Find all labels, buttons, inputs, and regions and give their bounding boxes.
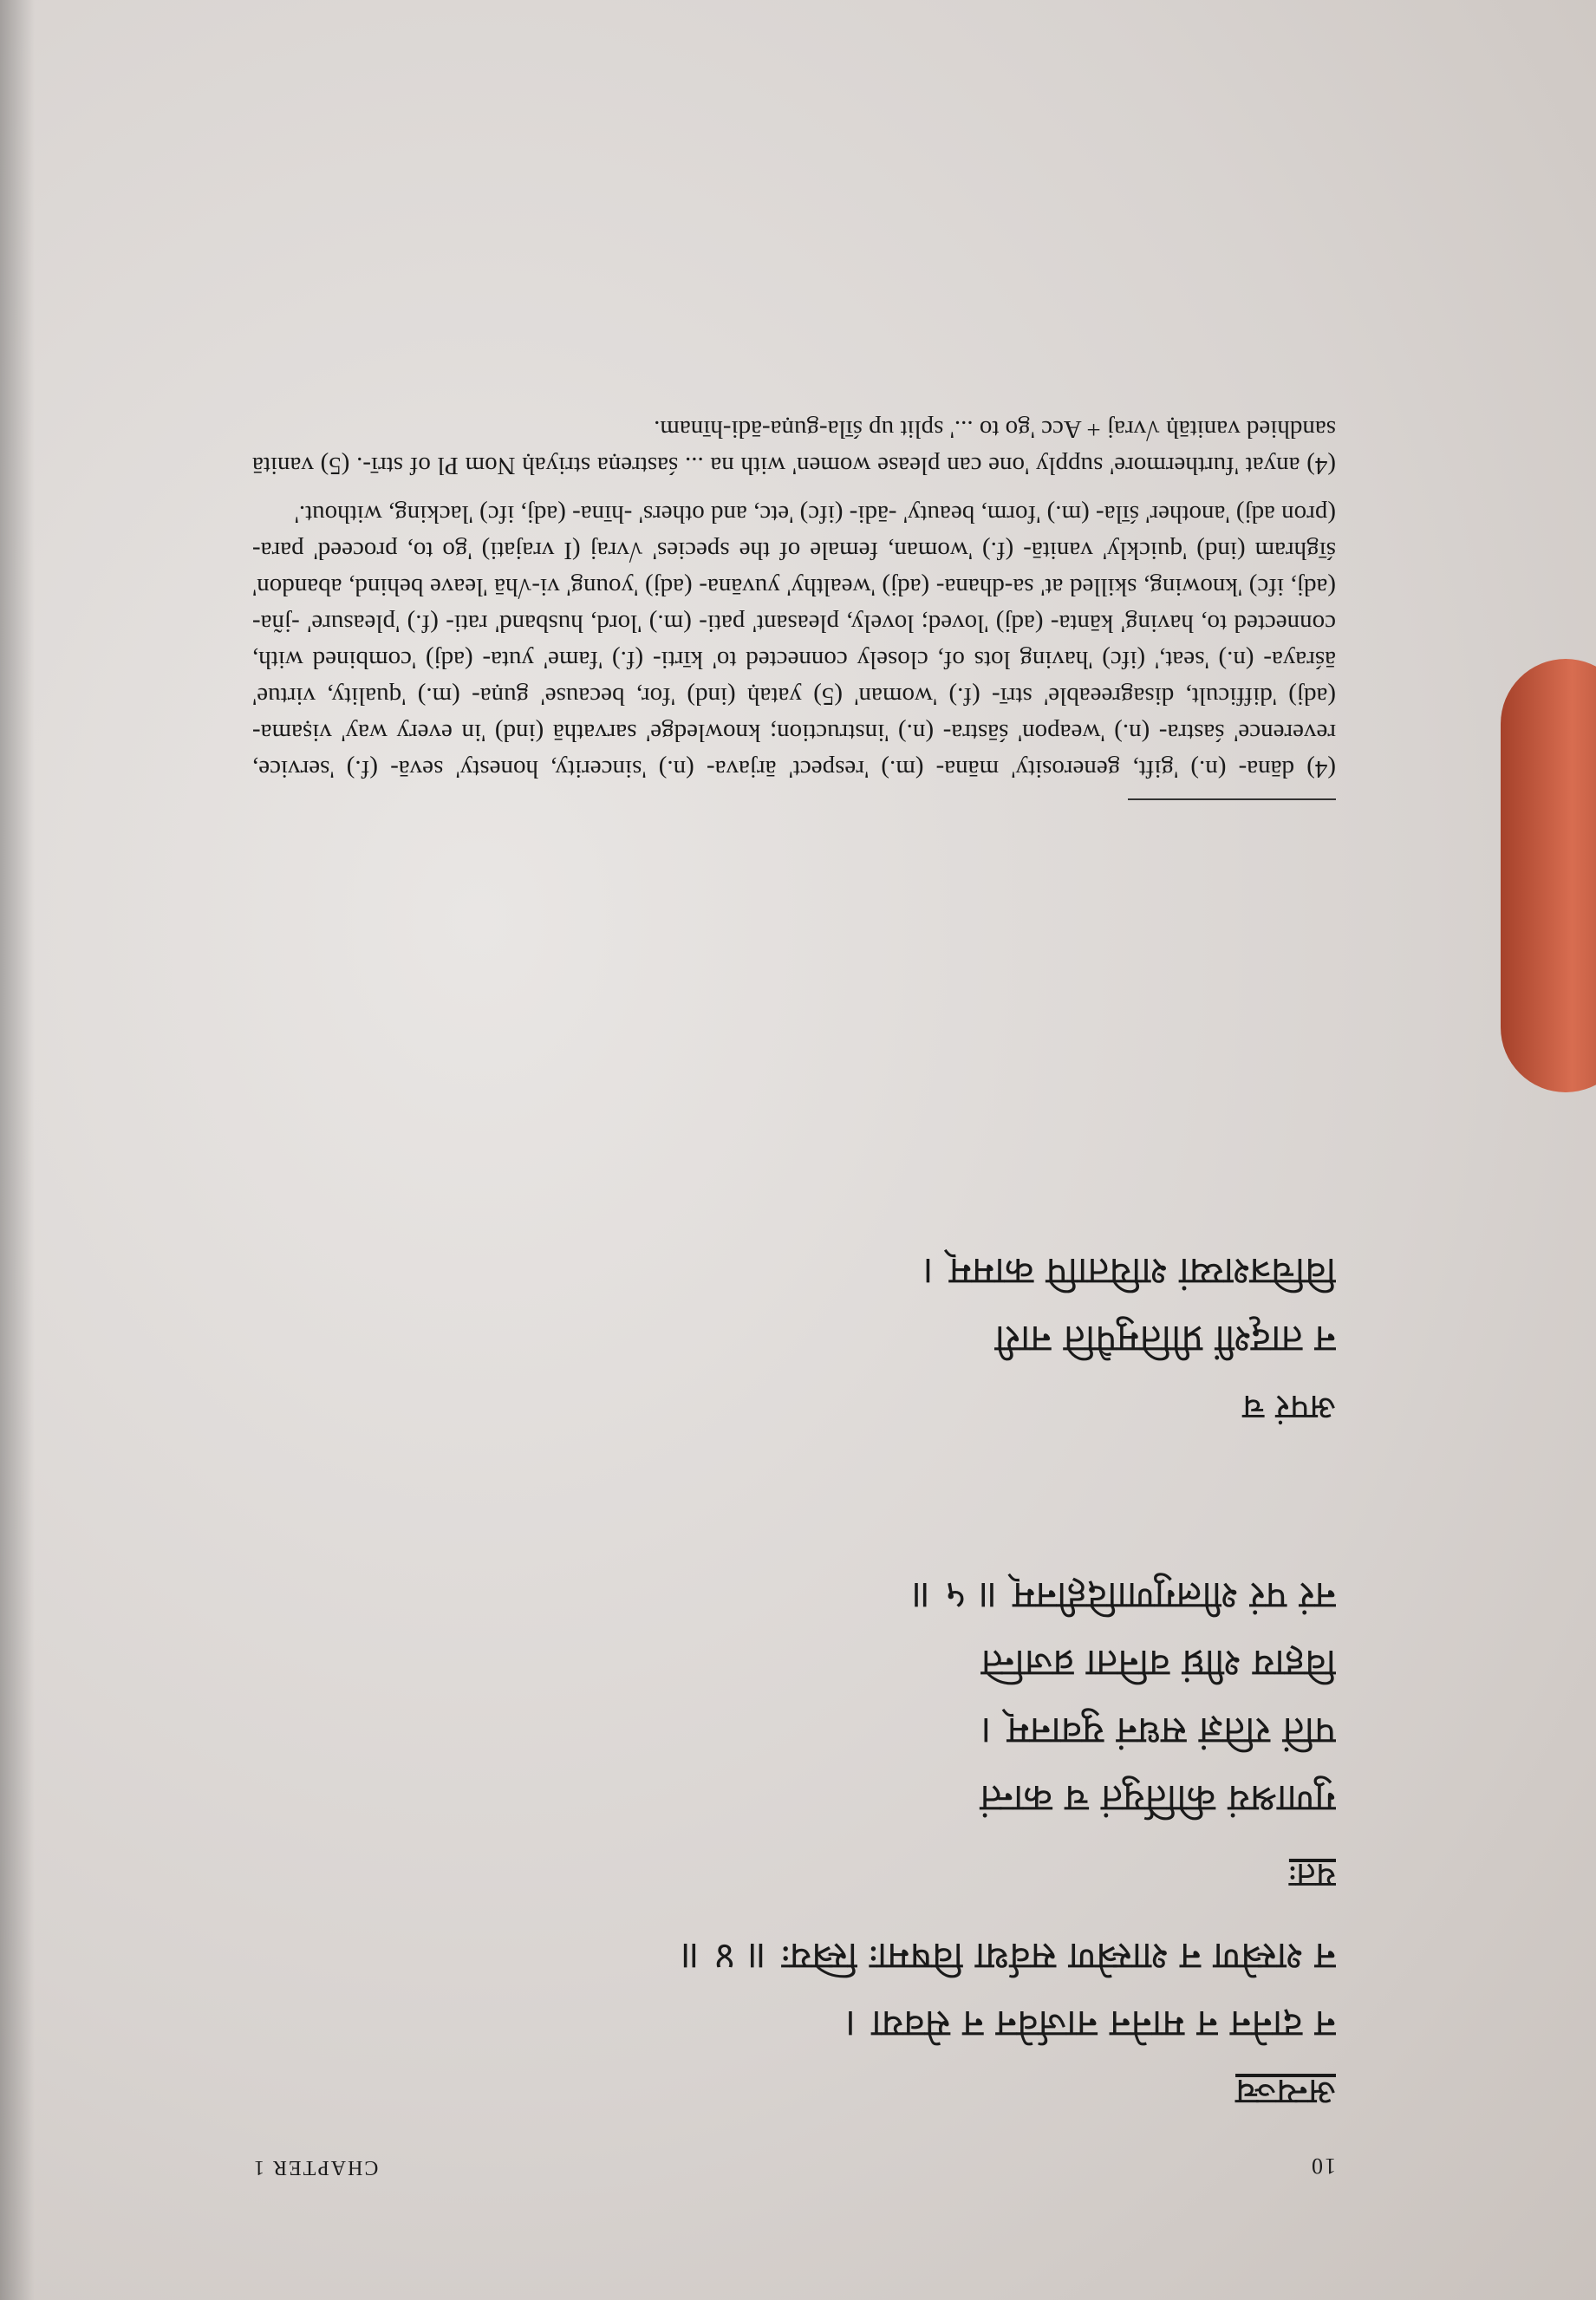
running-head: [252, 2153, 1336, 2179]
verse-5: [911, 1561, 1336, 1832]
verse-label-yatah: यतः: [1288, 1855, 1336, 1895]
chapter-label: CHAPTER 1: [252, 2156, 379, 2179]
glossary-notes: [252, 399, 1336, 787]
verse-line: न दानेन न मानेन नार्जवेन न सेवया ।: [844, 2002, 1336, 2046]
grammar-note-paragraph: (4) anyat 'furthermore' supply 'one can please women' with na ... śastreṇa striyaḥ Nom Pl of strī-. (5) vanitā sandhied vanitāḥ √vraj + Acc 'go to ...' split up śīla-guṇa-ādi-hīnam.: [252, 415, 1336, 479]
section-heading: अन्यञ्च: [1235, 2071, 1336, 2114]
verse-4: [680, 1922, 1336, 2057]
verse-line: पतिं रतिज्ञं सधनं युवानम् ।: [980, 1709, 1336, 1753]
page-number: 10: [1310, 2153, 1336, 2179]
verse-line: विचित्रशय्यां शयितापि कामम् ।: [922, 1249, 1336, 1293]
footnote-rule: [1128, 798, 1336, 800]
glossary-paragraph: (4) dāna- (n.) 'gift, generosity' māna- (m.) 'respect' ārjava- (n.) 'sincerity, honesty' sevā- (f.) 'service, reverence' śastra- (n.) 'weapon' śāstra- (n.) 'instruction; knowledge' sarvathā (ind) 'in every way' viṣama- (adj) 'difficult, disagreeable' strī- (f.) 'woman' (5) yataḥ (ind) 'for, because' guṇa- (m.) 'quality, virtue' āśraya- (n.) 'seat,' (ifc) 'having lots of, closely connected to' kīrti- (f.) 'fame' yuta- (adj) 'combined with, connected to, having' kānta- (adj) 'loved; lovely, pleasant' pati- (m.) 'lord, husband' rati- (f.) 'pleasure' -jña- (adj, ifc) 'knowing, skilled at' sa-dhana- (adj) 'wealthy' yuvāna- (adj) 'young' vi-√hā 'leave behind, abandon' śīghram (ind) 'quickly' vanitā- (f.) 'woman, female of the species' √vraj (I vrajati) 'go to, proceed' para- (pron adj) 'another' śīla- (m.) 'form, beauty' -ādi- (ifc) 'etc, and others' -hīna- (adj, ifc) 'lacking, without.': [252, 500, 1336, 783]
verse-line: विहाय शीघ्रं वनिता व्रजन्ति: [980, 1641, 1336, 1685]
verse-line: नरं परं शीलगुणादिहीनम् ॥ ५ ॥: [910, 1574, 1336, 1618]
verse-line: न तादृशीं प्रीतिमुपैति नारी: [994, 1317, 1336, 1361]
verse-line: गुणाश्रयं कीर्तियुतं च कान्तं: [980, 1776, 1336, 1821]
verse-6: [922, 1237, 1336, 1372]
verse-line: न शस्त्रेण न शास्त्रेण सर्वथा विषमाः स्त्रियः ॥ ४ ॥: [680, 1934, 1336, 1978]
verse-label-aparam: अपरं च: [1242, 1387, 1336, 1427]
